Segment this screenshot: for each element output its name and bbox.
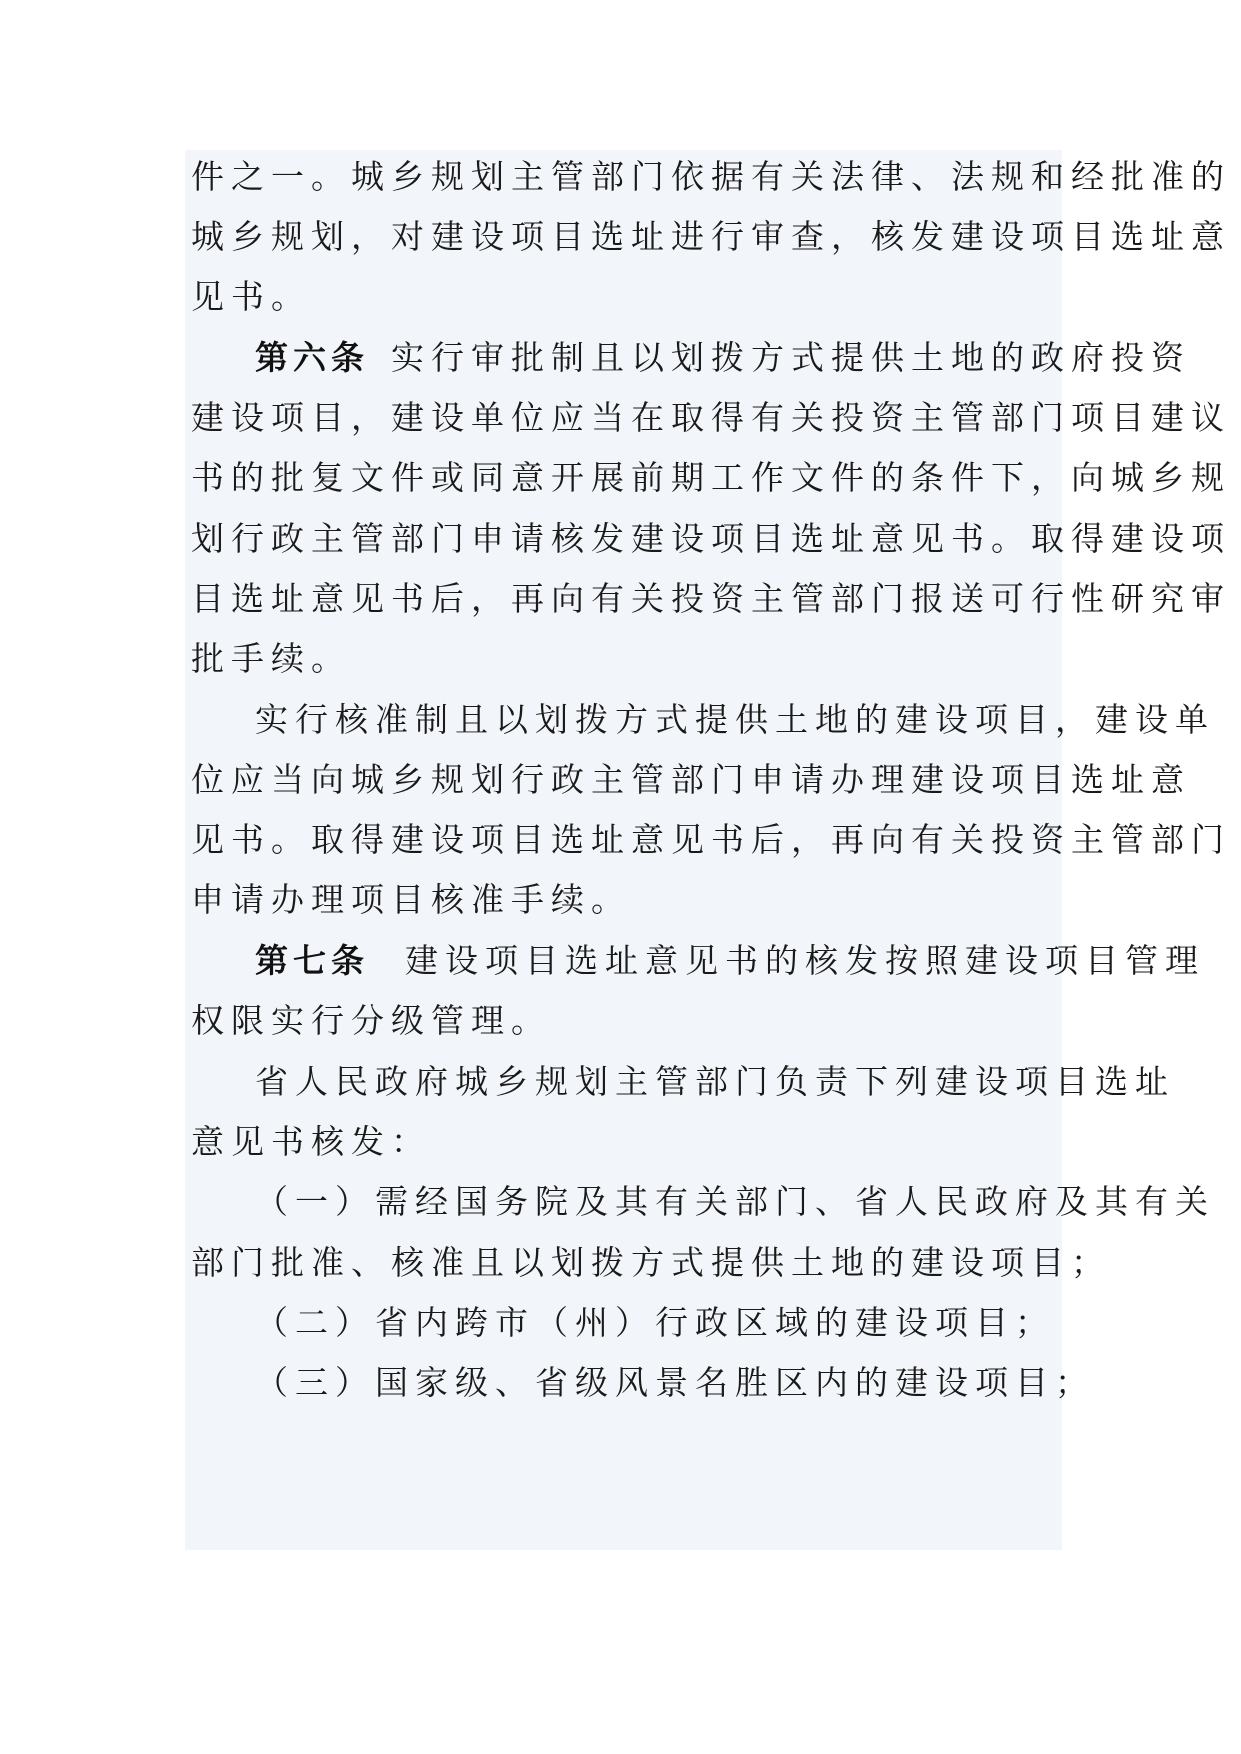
- article-7-label: 第七条: [255, 941, 369, 980]
- list-item-3: （三）国家级、省级风景名胜区内的建设项目；: [255, 1363, 1095, 1402]
- text-line: 书的批复文件或同意开展前期工作文件的条件下，向城乡规: [191, 458, 1231, 497]
- text-line: 件之一。城乡规划主管部门依据有关法律、法规和经批准的: [191, 157, 1231, 196]
- text-line: 见书。取得建设项目选址意见书后，再向有关投资主管部门: [191, 820, 1231, 859]
- text-line: 目选址意见书后，再向有关投资主管部门报送可行性研究审: [191, 579, 1231, 618]
- text-line: 部门批准、核准且以划拨方式提供土地的建设项目；: [191, 1243, 1111, 1282]
- text-line: 建设项目，建设单位应当在取得有关投资主管部门项目建议: [191, 398, 1231, 437]
- article-6-text: 实行审批制且以划拨方式提供土地的政府投资: [391, 338, 1191, 377]
- text-line: 城乡规划，对建设项目选址进行审查，核发建设项目选址意: [191, 217, 1231, 256]
- text-line: 批手续。: [191, 639, 351, 678]
- text-line: 申请办理项目核准手续。: [191, 880, 631, 919]
- article-7-text: 建设项目选址意见书的核发按照建设项目管理: [405, 941, 1205, 980]
- text-line: 实行核准制且以划拨方式提供土地的建设项目，建设单: [255, 700, 1215, 739]
- text-line: 省人民政府城乡规划主管部门负责下列建设项目选址: [255, 1062, 1175, 1101]
- text-line: 权限实行分级管理。: [191, 1001, 551, 1040]
- text-line: 位应当向城乡规划行政主管部门申请办理建设项目选址意: [191, 760, 1191, 799]
- document-text-block: [185, 150, 1231, 1550]
- text-line: 见书。: [191, 277, 311, 316]
- text-line: 划行政主管部门申请核发建设项目选址意见书。取得建设项: [191, 519, 1231, 558]
- article-6-first-line: [255, 338, 1191, 378]
- article-6-label: 第六条: [255, 338, 369, 377]
- list-item-2: （二）省内跨市（州）行政区域的建设项目；: [255, 1303, 1055, 1342]
- list-item-1: （一）需经国务院及其有关部门、省人民政府及其有关: [255, 1182, 1215, 1221]
- text-line: 意见书核发：: [191, 1122, 431, 1161]
- article-7-first-line: [255, 941, 1205, 981]
